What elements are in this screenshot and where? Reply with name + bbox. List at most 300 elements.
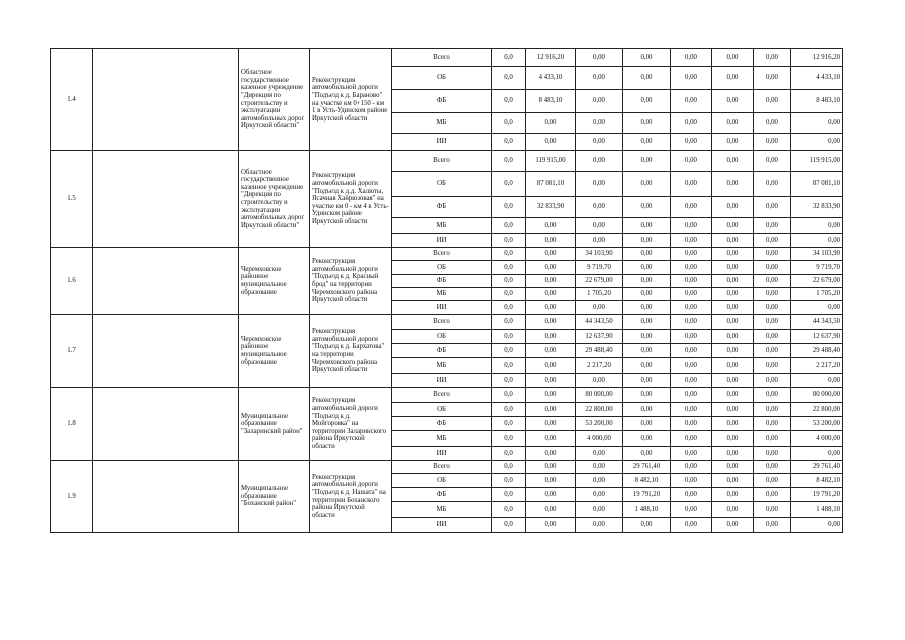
year-value: 0,00: [623, 67, 671, 90]
year-value: 0,00: [671, 417, 712, 431]
year-value: 0,00: [526, 358, 576, 374]
year-value: 0,0: [492, 447, 526, 461]
responsible-organization: Муниципальное образование "Боханский район": [239, 461, 310, 533]
year-value: 0,00: [712, 301, 754, 315]
year-value: 0,00: [712, 358, 754, 374]
table-row: [51, 151, 843, 172]
year-value: 0,00: [526, 518, 576, 533]
year-value: 0,00: [623, 301, 671, 315]
year-value: 0,00: [526, 288, 576, 301]
year-value: 0,00: [671, 403, 712, 417]
total-value: 119 915,00: [791, 151, 843, 172]
funding-source: ОБ: [392, 67, 492, 90]
year-value: 0,00: [754, 488, 791, 502]
year-value: 0,00: [754, 403, 791, 417]
project-description: Реконструкция автомобильной дороги "Подъезд к д. Красный брод" на территории Черемховского района Иркутской области: [310, 248, 392, 315]
year-value: 0,00: [576, 90, 623, 113]
item-number: 1.8: [51, 388, 93, 461]
year-value: 22 679,00: [576, 275, 623, 288]
project-description: Реконструкция автомобильной дороги "Подъезд к д. Бараново" на участке км 0+150 - км 1 в Усть-Удинском районе Иркутской области: [310, 49, 392, 151]
year-value: 0,00: [526, 261, 576, 275]
year-value: 32 833,90: [526, 197, 576, 218]
year-value: 0,00: [712, 447, 754, 461]
funding-source: ИИ: [392, 134, 492, 151]
year-value: 0,00: [526, 474, 576, 488]
total-value: 4 000,00: [791, 431, 843, 447]
funding-source: ОБ: [392, 403, 492, 417]
year-value: 34 103,90: [576, 248, 623, 261]
year-value: 0,00: [671, 218, 712, 234]
funding-source: ОБ: [392, 330, 492, 344]
total-value: 53 200,00: [791, 417, 843, 431]
year-value: 0,00: [526, 344, 576, 358]
year-value: 0,0: [492, 288, 526, 301]
year-value: 0,00: [671, 172, 712, 197]
year-value: 0,00: [712, 488, 754, 502]
year-value: 0,00: [526, 301, 576, 315]
year-value: 0,00: [671, 488, 712, 502]
year-value: 0,00: [754, 344, 791, 358]
year-value: 0,0: [492, 431, 526, 447]
table-row: [51, 49, 843, 67]
funding-source: ФБ: [392, 275, 492, 288]
total-value: 4 433,10: [791, 67, 843, 90]
funding-source: Всего: [392, 388, 492, 403]
year-value: 0,00: [671, 315, 712, 330]
year-value: 0,00: [754, 172, 791, 197]
year-value: 0,00: [712, 330, 754, 344]
year-value: 0,00: [712, 218, 754, 234]
year-value: 0,0: [492, 301, 526, 315]
funding-source: ФБ: [392, 344, 492, 358]
year-value: 0,00: [712, 248, 754, 261]
table-row: [51, 388, 843, 403]
year-value: 0,00: [576, 447, 623, 461]
year-value: 0,00: [671, 431, 712, 447]
empty-cell: [93, 315, 239, 388]
total-value: 1 488,10: [791, 502, 843, 518]
year-value: 0,00: [576, 218, 623, 234]
year-value: 0,00: [623, 261, 671, 275]
year-value: 0,0: [492, 315, 526, 330]
total-value: 0,00: [791, 518, 843, 533]
responsible-organization: Черемховское районное муниципальное образование: [239, 248, 310, 315]
year-value: 0,00: [712, 518, 754, 533]
year-value: 0,0: [492, 488, 526, 502]
year-value: 0,00: [712, 374, 754, 388]
table-row: [51, 315, 843, 330]
year-value: 0,00: [712, 49, 754, 67]
year-value: 2 217,20: [576, 358, 623, 374]
year-value: 0,00: [671, 518, 712, 533]
year-value: 0,00: [671, 344, 712, 358]
program-funding-table: [50, 48, 843, 533]
year-value: 0,00: [671, 288, 712, 301]
year-value: 0,00: [712, 234, 754, 248]
year-value: 0,00: [623, 248, 671, 261]
total-value: 87 081,10: [791, 172, 843, 197]
funding-source: ИИ: [392, 518, 492, 533]
year-value: 0,00: [754, 288, 791, 301]
item-number: 1.9: [51, 461, 93, 533]
empty-cell: [93, 388, 239, 461]
year-value: 0,00: [526, 502, 576, 518]
year-value: 44 343,50: [576, 315, 623, 330]
year-value: 29 488,40: [576, 344, 623, 358]
year-value: 0,00: [712, 417, 754, 431]
funding-source: ОБ: [392, 172, 492, 197]
year-value: 0,00: [623, 388, 671, 403]
year-value: 0,00: [671, 388, 712, 403]
year-value: 0,00: [576, 461, 623, 474]
year-value: 0,00: [623, 431, 671, 447]
funding-source: Всего: [392, 315, 492, 330]
item-number: 1.6: [51, 248, 93, 315]
year-value: 0,00: [671, 358, 712, 374]
year-value: 0,00: [671, 113, 712, 134]
year-value: 0,0: [492, 502, 526, 518]
year-value: 0,00: [576, 488, 623, 502]
year-value: 0,00: [754, 218, 791, 234]
year-value: 0,00: [526, 461, 576, 474]
year-value: 0,00: [623, 151, 671, 172]
year-value: 0,00: [526, 417, 576, 431]
year-value: 0,00: [671, 474, 712, 488]
year-value: 0,00: [754, 261, 791, 275]
funding-source: ИИ: [392, 234, 492, 248]
empty-cell: [93, 151, 239, 248]
year-value: 0,00: [526, 113, 576, 134]
total-value: 1 705,20: [791, 288, 843, 301]
funding-source: МБ: [392, 431, 492, 447]
year-value: 0,00: [754, 447, 791, 461]
total-value: 8 482,10: [791, 474, 843, 488]
project-description: Реконструкция автомобильной дороги "Подъезд к д.д. Халюты, Ясачная Хайрюзовая" на участке км 0 - км 4 в Усть-Удинском районе Иркутской области: [310, 151, 392, 248]
year-value: 1 705,20: [576, 288, 623, 301]
empty-cell: [93, 461, 239, 533]
year-value: 0,00: [576, 113, 623, 134]
year-value: 0,00: [623, 344, 671, 358]
year-value: 0,00: [526, 388, 576, 403]
year-value: 0,0: [492, 197, 526, 218]
total-value: 8 483,10: [791, 90, 843, 113]
year-value: 0,00: [671, 275, 712, 288]
year-value: 0,0: [492, 518, 526, 533]
year-value: 87 081,10: [526, 172, 576, 197]
total-value: 0,00: [791, 374, 843, 388]
funding-source: МБ: [392, 113, 492, 134]
year-value: 0,00: [623, 315, 671, 330]
year-value: 0,00: [754, 358, 791, 374]
year-value: 0,00: [526, 248, 576, 261]
year-value: 0,00: [623, 330, 671, 344]
funding-source: Всего: [392, 248, 492, 261]
year-value: 0,0: [492, 474, 526, 488]
year-value: 0,00: [623, 134, 671, 151]
funding-source: Всего: [392, 49, 492, 67]
year-value: 12 637,90: [576, 330, 623, 344]
year-value: 0,0: [492, 374, 526, 388]
project-description: Реконструкция автомобильной дороги "Подъезд к д. Мойгоровка" на территории Заларинского района Иркутской области: [310, 388, 392, 461]
year-value: 0,00: [671, 502, 712, 518]
year-value: 0,0: [492, 461, 526, 474]
year-value: 0,0: [492, 234, 526, 248]
year-value: 0,00: [623, 374, 671, 388]
year-value: 0,00: [712, 502, 754, 518]
year-value: 0,00: [623, 218, 671, 234]
year-value: 0,0: [492, 344, 526, 358]
year-value: 0,00: [754, 301, 791, 315]
funding-source: МБ: [392, 502, 492, 518]
year-value: 0,0: [492, 261, 526, 275]
year-value: 0,00: [623, 403, 671, 417]
year-value: 0,0: [492, 218, 526, 234]
empty-cell: [93, 248, 239, 315]
year-value: 0,00: [671, 151, 712, 172]
year-value: 0,00: [576, 374, 623, 388]
funding-source: ФБ: [392, 417, 492, 431]
responsible-organization: Областное государственное казенное учреждение "Дирекция по строительству и эксплуатации автомобильных дорог Иркутской области": [239, 151, 310, 248]
year-value: 12 916,20: [526, 49, 576, 67]
funding-source: Всего: [392, 151, 492, 172]
total-value: 19 791,20: [791, 488, 843, 502]
year-value: 0,00: [712, 90, 754, 113]
year-value: 0,00: [712, 151, 754, 172]
year-value: 0,00: [623, 172, 671, 197]
year-value: 29 761,40: [623, 461, 671, 474]
year-value: 0,00: [754, 134, 791, 151]
year-value: 4 433,10: [526, 67, 576, 90]
year-value: 0,00: [671, 330, 712, 344]
year-value: 0,0: [492, 388, 526, 403]
year-value: 0,00: [576, 151, 623, 172]
year-value: 0,00: [671, 197, 712, 218]
year-value: 0,00: [526, 134, 576, 151]
year-value: 0,00: [671, 374, 712, 388]
year-value: 0,0: [492, 417, 526, 431]
year-value: 0,00: [754, 461, 791, 474]
year-value: 0,0: [492, 358, 526, 374]
year-value: 119 915,00: [526, 151, 576, 172]
total-value: 0,00: [791, 234, 843, 248]
year-value: 0,0: [492, 248, 526, 261]
funding-source: МБ: [392, 288, 492, 301]
year-value: 0,00: [576, 172, 623, 197]
funding-source: ФБ: [392, 488, 492, 502]
total-value: 29 761,40: [791, 461, 843, 474]
total-value: 0,00: [791, 134, 843, 151]
year-value: 0,0: [492, 275, 526, 288]
year-value: 0,00: [671, 461, 712, 474]
year-value: 0,00: [712, 113, 754, 134]
year-value: 0,00: [623, 197, 671, 218]
year-value: 0,00: [623, 234, 671, 248]
year-value: 0,00: [526, 488, 576, 502]
year-value: 0,0: [492, 90, 526, 113]
year-value: 0,0: [492, 330, 526, 344]
total-value: 2 217,20: [791, 358, 843, 374]
year-value: 0,00: [576, 234, 623, 248]
item-number: 1.4: [51, 49, 93, 151]
year-value: 0,00: [526, 431, 576, 447]
year-value: 0,0: [492, 172, 526, 197]
total-value: 0,00: [791, 218, 843, 234]
funding-source: МБ: [392, 218, 492, 234]
total-value: 12 916,20: [791, 49, 843, 67]
year-value: 80 000,00: [576, 388, 623, 403]
item-number: 1.5: [51, 151, 93, 248]
year-value: 0,00: [576, 301, 623, 315]
responsible-organization: Муниципальное образование "Заларинский район": [239, 388, 310, 461]
funding-source: ФБ: [392, 90, 492, 113]
year-value: 0,00: [712, 172, 754, 197]
year-value: 0,00: [623, 417, 671, 431]
funding-source: МБ: [392, 358, 492, 374]
year-value: 0,00: [712, 197, 754, 218]
year-value: 0,00: [712, 403, 754, 417]
total-value: 0,00: [791, 113, 843, 134]
year-value: 0,00: [526, 275, 576, 288]
year-value: 0,00: [754, 330, 791, 344]
year-value: 0,0: [492, 49, 526, 67]
year-value: 0,00: [754, 431, 791, 447]
total-value: 9 719,70: [791, 261, 843, 275]
year-value: 0,00: [526, 447, 576, 461]
year-value: 19 791,20: [623, 488, 671, 502]
year-value: 0,00: [754, 197, 791, 218]
year-value: 0,00: [623, 518, 671, 533]
year-value: 0,00: [754, 315, 791, 330]
year-value: 0,00: [754, 151, 791, 172]
year-value: 0,00: [712, 67, 754, 90]
year-value: 53 200,00: [576, 417, 623, 431]
year-value: 0,00: [671, 134, 712, 151]
year-value: 8 482,10: [623, 474, 671, 488]
year-value: 0,00: [671, 261, 712, 275]
year-value: 0,00: [576, 197, 623, 218]
year-value: 0,00: [754, 388, 791, 403]
year-value: 0,00: [712, 261, 754, 275]
year-value: 0,00: [576, 474, 623, 488]
year-value: 0,00: [754, 502, 791, 518]
year-value: 0,00: [623, 358, 671, 374]
year-value: 0,00: [526, 374, 576, 388]
year-value: 0,00: [754, 275, 791, 288]
funding-source: ИИ: [392, 447, 492, 461]
year-value: 0,00: [526, 234, 576, 248]
year-value: 0,00: [526, 330, 576, 344]
year-value: 0,00: [576, 49, 623, 67]
year-value: 0,0: [492, 403, 526, 417]
funding-source: ОБ: [392, 261, 492, 275]
project-description: Реконструкция автомобильной дороги "Подъезд к д. Нашата" на территории Боханского района Иркутской области: [310, 461, 392, 533]
table-row: [51, 248, 843, 261]
total-value: 22 679,00: [791, 275, 843, 288]
year-value: 0,00: [623, 49, 671, 67]
funding-source: ОБ: [392, 474, 492, 488]
responsible-organization: Черемховское районное муниципальное образование: [239, 315, 310, 388]
year-value: 0,00: [623, 90, 671, 113]
year-value: 9 719,70: [576, 261, 623, 275]
year-value: 0,00: [712, 474, 754, 488]
year-value: 0,00: [712, 275, 754, 288]
responsible-organization: Областное государственное казенное учреждение "Дирекция по строительству и эксплуатации автомобильных дорог Иркутской области": [239, 49, 310, 151]
year-value: 0,00: [754, 417, 791, 431]
year-value: 0,00: [671, 67, 712, 90]
empty-cell: [93, 49, 239, 151]
year-value: 0,00: [623, 288, 671, 301]
year-value: 0,00: [526, 315, 576, 330]
year-value: 0,00: [671, 301, 712, 315]
year-value: 0,00: [754, 67, 791, 90]
total-value: 12 637,90: [791, 330, 843, 344]
year-value: 0,00: [712, 315, 754, 330]
year-value: 0,00: [623, 113, 671, 134]
year-value: 0,0: [492, 134, 526, 151]
year-value: 0,00: [712, 288, 754, 301]
table-row: [51, 461, 843, 474]
item-number: 1.7: [51, 315, 93, 388]
year-value: 0,00: [754, 248, 791, 261]
year-value: 0,00: [576, 134, 623, 151]
year-value: 0,00: [754, 374, 791, 388]
year-value: 22 800,00: [576, 403, 623, 417]
total-value: 0,00: [791, 301, 843, 315]
total-value: 80 000,00: [791, 388, 843, 403]
year-value: 0,00: [671, 447, 712, 461]
year-value: 4 000,00: [576, 431, 623, 447]
year-value: 0,00: [576, 518, 623, 533]
year-value: 0,00: [576, 502, 623, 518]
total-value: 32 833,90: [791, 197, 843, 218]
year-value: 0,00: [526, 403, 576, 417]
year-value: 1 488,10: [623, 502, 671, 518]
funding-source: ФБ: [392, 197, 492, 218]
total-value: 0,00: [791, 447, 843, 461]
funding-source: ИИ: [392, 374, 492, 388]
year-value: 0,00: [712, 344, 754, 358]
year-value: 0,00: [671, 90, 712, 113]
year-value: 0,00: [754, 90, 791, 113]
year-value: 0,00: [712, 431, 754, 447]
total-value: 29 488,40: [791, 344, 843, 358]
total-value: 22 800,00: [791, 403, 843, 417]
total-value: 34 103,90: [791, 248, 843, 261]
year-value: 8 483,10: [526, 90, 576, 113]
year-value: 0,00: [712, 134, 754, 151]
year-value: 0,00: [754, 474, 791, 488]
year-value: 0,00: [671, 49, 712, 67]
funding-source: Всего: [392, 461, 492, 474]
year-value: 0,00: [754, 113, 791, 134]
year-value: 0,00: [671, 248, 712, 261]
year-value: 0,00: [623, 275, 671, 288]
project-description: Реконструкция автомобильной дороги "Подъезд к д. Бархатова" на территории Черемховского района Иркутской области: [310, 315, 392, 388]
year-value: 0,00: [754, 234, 791, 248]
year-value: 0,00: [576, 67, 623, 90]
year-value: 0,00: [526, 218, 576, 234]
year-value: 0,00: [712, 461, 754, 474]
year-value: 0,0: [492, 151, 526, 172]
year-value: 0,0: [492, 67, 526, 90]
year-value: 0,0: [492, 113, 526, 134]
year-value: 0,00: [754, 518, 791, 533]
funding-source: ИИ: [392, 301, 492, 315]
year-value: 0,00: [754, 49, 791, 67]
year-value: 0,00: [671, 234, 712, 248]
year-value: 0,00: [712, 388, 754, 403]
total-value: 44 343,50: [791, 315, 843, 330]
